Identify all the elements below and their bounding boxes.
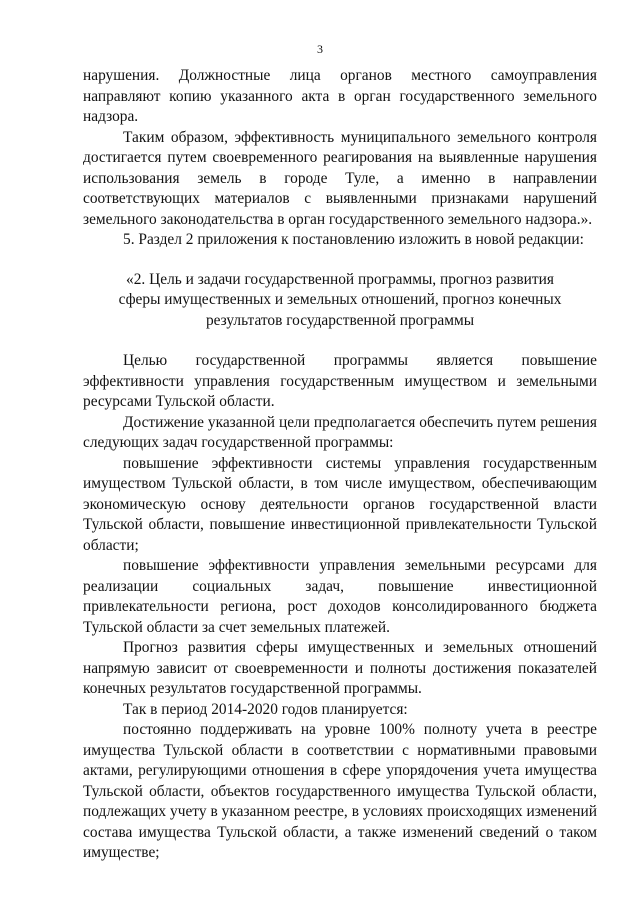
paragraph: Целью государственной программы является повышение эффективности управления государственным имуществом и земельными ресурсами Тульской области.: [83, 352, 597, 410]
paragraph: Достижение указанной цели предполагается обеспечить путем решения следующих задач государственной программы:: [83, 413, 597, 451]
section-heading-line: «2. Цель и задачи государственной программы, прогноз развития: [126, 270, 554, 288]
paragraph: Прогноз развития сферы имущественных и земельных отношений напрямую зависит от своевременности и полноты достижения показателей конечных результатов государственной программы.: [83, 639, 597, 697]
list-item: повышение эффективности управления земельными ресурсами для реализации социальных задач, повышение инвестиционной привлекательности региона, рост доходов консолидированного бюджета Тульской области за счет земельных платежей.: [83, 557, 597, 636]
paragraph: 5. Раздел 2 приложения к постановлению изложить в новой редакции:: [123, 231, 584, 248]
document-body: [83, 66, 597, 864]
paragraph: Таким образом, эффективность муниципального земельного контроля достигается путем своевременного реагирования на выявленные нарушения использования земель в городе Туле, а именно в направлении соответствующих материалов с выявленными признаками нарушений земельного законодательства в орган государственного земельного надзора.».: [83, 128, 597, 228]
section-heading: [83, 270, 597, 332]
section-heading-line: сферы имущественных и земельных отношений, прогноз конечных: [118, 291, 562, 308]
section-heading-line: результатов государственной программы: [205, 311, 475, 329]
paragraph: Так в период 2014-2020 годов планируется:: [123, 700, 408, 718]
list-item: повышение эффективности системы управления государственным имуществом Тульской области, в том числе имуществом, обеспечивающим экономическую основу деятельности органов государственной власти Тульской области, повышение инвестиционной привлекательности Тульской области;: [83, 454, 597, 554]
paragraph: нарушения. Должностные лица органов местного самоуправления направляют копию указанного акта в орган государственного земельного надзора.: [83, 67, 597, 125]
list-item: постоянно поддерживать на уровне 100% полноту учета в реестре имущества Тульской области в соответствии с нормативными правовыми актами, регулирующими отношения в сфере упорядочения учета имущества Тульской области, объектов государственного имущества Тульской области, подлежащих учету в указанном реестре, в условиях происходящих изменений состава имущества Тульской области, а также изменений сведений о таком имуществе;: [83, 721, 597, 861]
page-number: 3: [317, 42, 323, 56]
